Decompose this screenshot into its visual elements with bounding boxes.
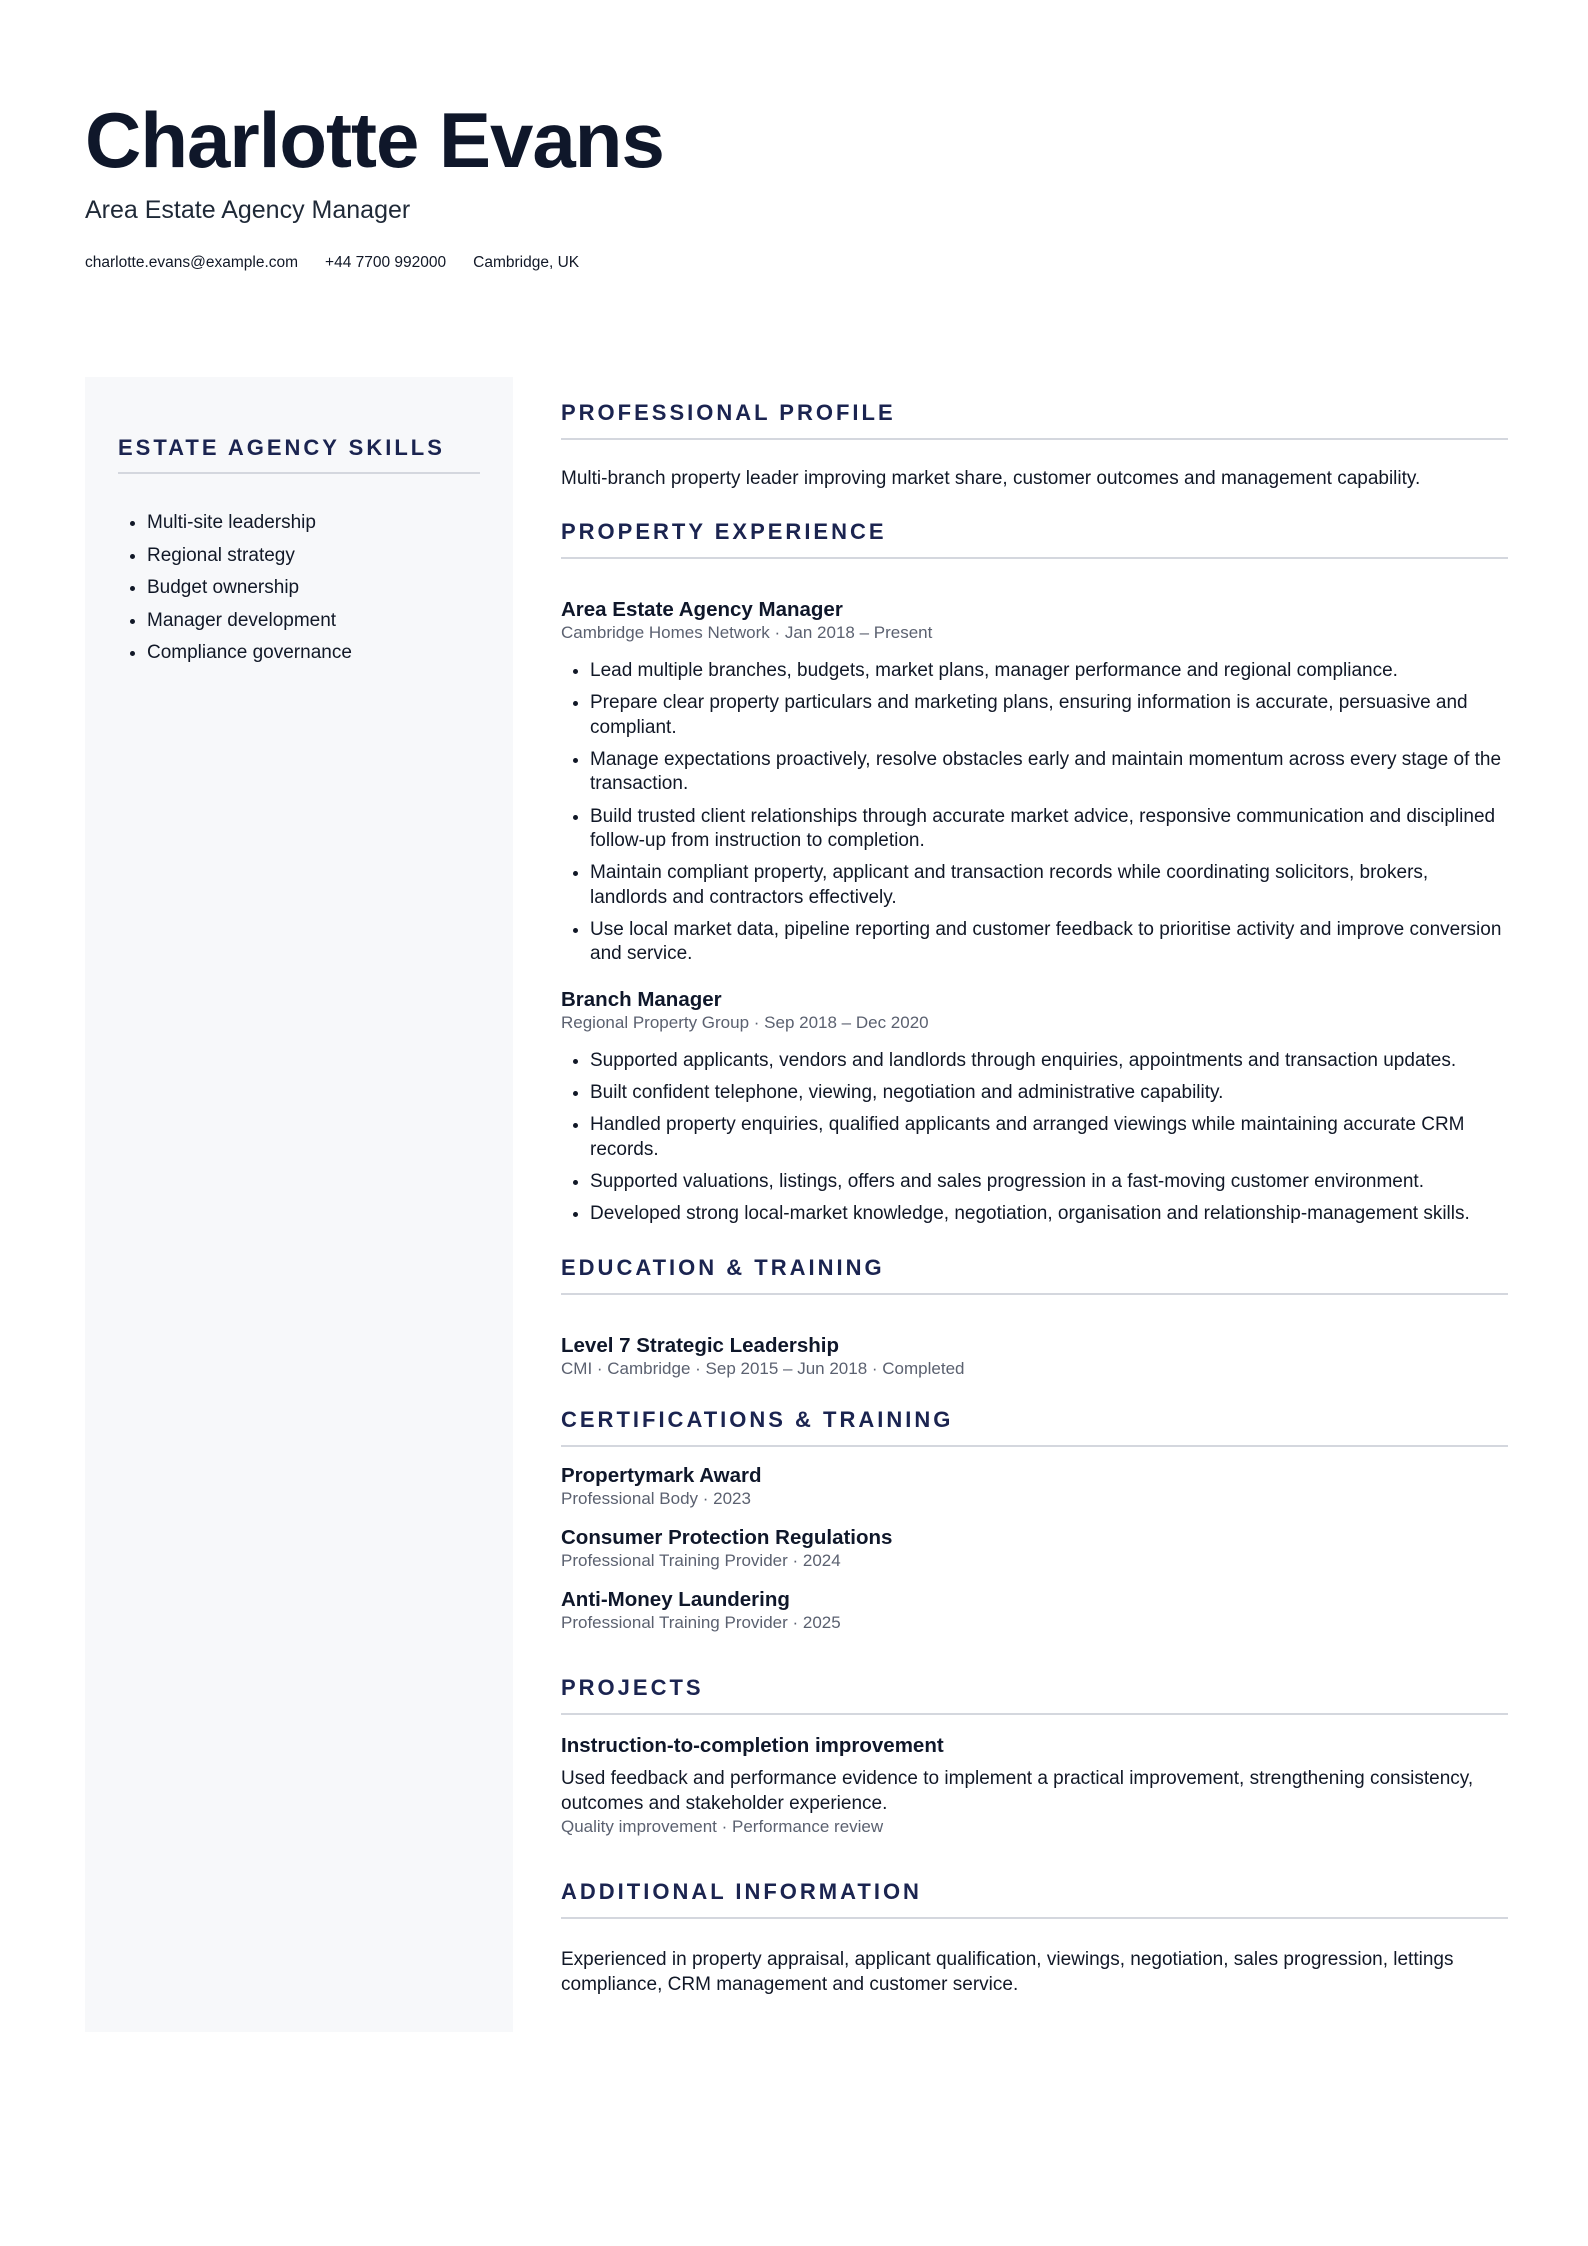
main-column xyxy=(561,400,1508,1997)
job-bullet: • Handled property enquiries, qualified applicants and arranged viewings while maintaining accurate CRM records. xyxy=(590,1113,1508,1162)
job-entry xyxy=(561,987,1508,1227)
skills-sidebar xyxy=(85,377,513,2032)
certification-entry xyxy=(561,1463,1508,1509)
job-bullet: • Supported valuations, listings, offers and sales progression in a fast-moving customer environment. xyxy=(590,1170,1508,1195)
additional-heading: ADDITIONAL INFORMATION xyxy=(561,1879,1508,1919)
job-bullets xyxy=(561,1049,1508,1227)
education-title: Level 7 Strategic Leadership xyxy=(561,1333,840,1357)
certification-meta: Professional Body · 2023 xyxy=(561,1488,751,1508)
job-meta: Cambridge Homes Network · Jan 2018 – Present xyxy=(561,623,933,642)
certification-entry xyxy=(561,1525,1508,1571)
job-bullets xyxy=(561,659,1508,967)
skill-item: • Manager development xyxy=(147,605,352,638)
contact-phone: +44 7700 992000 xyxy=(325,254,447,271)
job-entry xyxy=(561,597,1508,967)
additional-section xyxy=(561,1879,1508,1997)
profile-text: Multi-branch property leader improving market share, customer outcomes and management capability. xyxy=(561,468,1421,489)
job-title: Branch Manager xyxy=(561,987,722,1011)
project-meta: Quality improvement · Performance review xyxy=(561,1816,884,1836)
skills-list xyxy=(118,507,352,670)
experience-section xyxy=(561,519,1508,1227)
certifications-section xyxy=(561,1407,1508,1633)
contact-location: Cambridge, UK xyxy=(473,254,580,271)
job-bullet: • Build trusted client relationships through accurate market advice, responsive communication and disciplined follow-up from instruction to completion. xyxy=(590,805,1508,854)
job-bullet: • Use local market data, pipeline reporting and customer feedback to prioritise activity and improve conversion and service. xyxy=(590,918,1508,967)
certification-meta: Professional Training Provider · 2025 xyxy=(561,1612,841,1632)
job-bullet: • Lead multiple branches, budgets, market plans, manager performance and regional compliance. xyxy=(590,659,1508,684)
skill-item: • Compliance governance xyxy=(147,637,352,670)
additional-text: Experienced in property appraisal, applicant qualification, viewings, negotiation, sales progression, lettings compliance, CRM management and customer service. xyxy=(561,1948,1454,1995)
candidate-name: Charlotte Evans xyxy=(85,96,664,184)
certification-meta: Professional Training Provider · 2024 xyxy=(561,1550,841,1570)
education-entry xyxy=(561,1333,1508,1379)
project-title: Instruction-to-completion improvement xyxy=(561,1733,944,1757)
profile-section xyxy=(561,400,1508,491)
certification-title: Propertymark Award xyxy=(561,1463,762,1487)
experience-heading: PROPERTY EXPERIENCE xyxy=(561,519,1508,559)
contact-line xyxy=(85,254,579,272)
certification-title: Consumer Protection Regulations xyxy=(561,1525,893,1549)
job-bullet: • Built confident telephone, viewing, negotiation and administrative capability. xyxy=(590,1081,1508,1106)
education-section xyxy=(561,1255,1508,1379)
skills-heading: ESTATE AGENCY SKILLS xyxy=(118,435,480,474)
job-bullet: • Supported applicants, vendors and landlords through enquiries, appointments and transaction updates. xyxy=(590,1049,1508,1074)
skill-item: • Budget ownership xyxy=(147,572,352,605)
profile-heading: PROFESSIONAL PROFILE xyxy=(561,400,1508,440)
skill-item: • Regional strategy xyxy=(147,540,352,573)
certification-entry xyxy=(561,1587,1508,1633)
education-heading: EDUCATION & TRAINING xyxy=(561,1255,1508,1295)
education-meta: CMI · Cambridge · Sep 2015 – Jun 2018 · Completed xyxy=(561,1358,965,1378)
job-bullet: • Developed strong local-market knowledge, negotiation, organisation and relationship-management skills. xyxy=(590,1202,1508,1227)
certifications-heading: CERTIFICATIONS & TRAINING xyxy=(561,1407,1508,1447)
job-meta: Regional Property Group · Sep 2018 – Dec 2020 xyxy=(561,1012,929,1032)
certification-title: Anti-Money Laundering xyxy=(561,1587,790,1611)
project-entry xyxy=(561,1733,1508,1837)
skill-item: • Multi-site leadership xyxy=(147,507,352,540)
job-title: Area Estate Agency Manager xyxy=(561,598,843,621)
candidate-title: Area Estate Agency Manager xyxy=(85,196,411,224)
projects-heading: PROJECTS xyxy=(561,1675,1508,1715)
job-bullet: • Manage expectations proactively, resolve obstacles early and maintain momentum across every stage of the transaction. xyxy=(590,748,1508,797)
job-bullet: • Prepare clear property particulars and marketing plans, ensuring information is accurate, persuasive and compliant. xyxy=(590,691,1508,740)
project-description: Used feedback and performance evidence to implement a practical improvement, strengthening consistency, outcomes and stakeholder experience. xyxy=(561,1767,1474,1814)
contact-email: charlotte.evans@example.com xyxy=(85,254,299,271)
job-bullet: • Maintain compliant property, applicant and transaction records while coordinating solicitors, brokers, landlords and contractors effectively. xyxy=(590,861,1508,910)
projects-section xyxy=(561,1675,1508,1837)
